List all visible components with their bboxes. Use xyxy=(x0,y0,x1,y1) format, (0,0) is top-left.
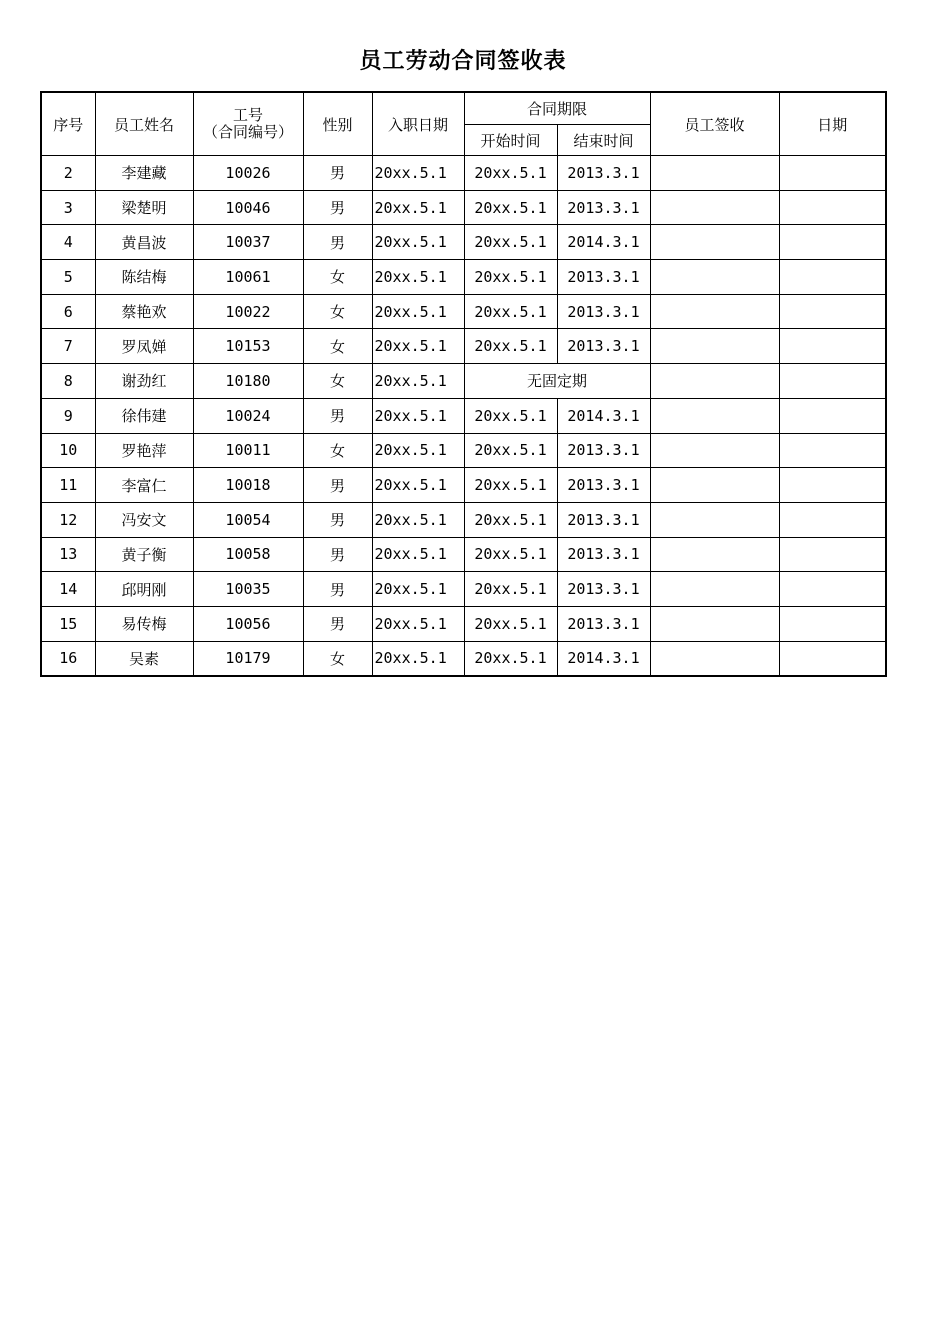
cell-start-time: 20xx.5.1 xyxy=(464,225,557,260)
cell-employee-id: 10054 xyxy=(193,502,303,537)
cell-gender: 男 xyxy=(303,468,372,503)
cell-sign-date[interactable] xyxy=(779,329,886,364)
header-date: 日期 xyxy=(779,92,886,156)
header-seq: 序号 xyxy=(41,92,95,156)
cell-name: 黄昌波 xyxy=(95,225,193,260)
cell-hire-date: 20xx.5.1 xyxy=(372,572,464,607)
cell-signature[interactable] xyxy=(650,294,779,329)
cell-employee-id: 10026 xyxy=(193,156,303,191)
contract-receipt-table xyxy=(40,91,887,677)
cell-signature[interactable] xyxy=(650,433,779,468)
cell-end-time: 2013.3.1 xyxy=(557,468,650,503)
cell-seq: 8 xyxy=(41,364,95,399)
cell-name: 黄子衡 xyxy=(95,537,193,572)
table-row xyxy=(41,537,886,572)
cell-seq: 16 xyxy=(41,641,95,676)
cell-start-time: 20xx.5.1 xyxy=(464,572,557,607)
header-employee-id xyxy=(193,92,303,156)
cell-name: 徐伟建 xyxy=(95,398,193,433)
header-signature: 员工签收 xyxy=(650,92,779,156)
header-hire-date: 入职日期 xyxy=(372,92,464,156)
cell-employee-id: 10037 xyxy=(193,225,303,260)
cell-seq: 2 xyxy=(41,156,95,191)
cell-sign-date[interactable] xyxy=(779,294,886,329)
cell-start-time: 20xx.5.1 xyxy=(464,190,557,225)
cell-start-time: 20xx.5.1 xyxy=(464,537,557,572)
cell-hire-date: 20xx.5.1 xyxy=(372,364,464,399)
page-title: 员工劳动合同签收表 xyxy=(359,49,567,74)
cell-hire-date: 20xx.5.1 xyxy=(372,329,464,364)
cell-end-time: 2014.3.1 xyxy=(557,398,650,433)
table-row xyxy=(41,398,886,433)
cell-gender: 女 xyxy=(303,433,372,468)
cell-signature[interactable] xyxy=(650,641,779,676)
cell-start-time: 20xx.5.1 xyxy=(464,433,557,468)
cell-name: 陈结梅 xyxy=(95,260,193,295)
cell-gender: 女 xyxy=(303,364,372,399)
cell-gender: 男 xyxy=(303,190,372,225)
cell-hire-date: 20xx.5.1 xyxy=(372,606,464,641)
cell-name: 李富仁 xyxy=(95,468,193,503)
cell-hire-date: 20xx.5.1 xyxy=(372,502,464,537)
cell-employee-id: 10179 xyxy=(193,641,303,676)
header-gender: 性别 xyxy=(303,92,372,156)
cell-gender: 男 xyxy=(303,398,372,433)
cell-signature[interactable] xyxy=(650,537,779,572)
cell-hire-date: 20xx.5.1 xyxy=(372,156,464,191)
table-row xyxy=(41,433,886,468)
cell-contract-period: 无固定期 xyxy=(464,364,650,399)
cell-sign-date[interactable] xyxy=(779,190,886,225)
cell-name: 邱明刚 xyxy=(95,572,193,607)
cell-end-time: 2013.3.1 xyxy=(557,537,650,572)
cell-start-time: 20xx.5.1 xyxy=(464,606,557,641)
cell-seq: 7 xyxy=(41,329,95,364)
cell-employee-id: 10011 xyxy=(193,433,303,468)
cell-sign-date[interactable] xyxy=(779,225,886,260)
cell-name: 罗艳萍 xyxy=(95,433,193,468)
cell-seq: 6 xyxy=(41,294,95,329)
cell-hire-date: 20xx.5.1 xyxy=(372,225,464,260)
table-row xyxy=(41,260,886,295)
cell-seq: 13 xyxy=(41,537,95,572)
cell-end-time: 2013.3.1 xyxy=(557,606,650,641)
cell-hire-date: 20xx.5.1 xyxy=(372,190,464,225)
table-row xyxy=(41,468,886,503)
cell-signature[interactable] xyxy=(650,329,779,364)
table-row xyxy=(41,606,886,641)
header-id-line2: （合同编号） xyxy=(202,123,293,141)
cell-name: 李建藏 xyxy=(95,156,193,191)
cell-employee-id: 10018 xyxy=(193,468,303,503)
cell-signature[interactable] xyxy=(650,572,779,607)
cell-name: 蔡艳欢 xyxy=(95,294,193,329)
cell-start-time: 20xx.5.1 xyxy=(464,260,557,295)
cell-name: 吴素 xyxy=(95,641,193,676)
cell-hire-date: 20xx.5.1 xyxy=(372,398,464,433)
cell-employee-id: 10024 xyxy=(193,398,303,433)
cell-hire-date: 20xx.5.1 xyxy=(372,294,464,329)
cell-start-time: 20xx.5.1 xyxy=(464,398,557,433)
cell-employee-id: 10035 xyxy=(193,572,303,607)
cell-employee-id: 10180 xyxy=(193,364,303,399)
header-name: 员工姓名 xyxy=(95,92,193,156)
cell-start-time: 20xx.5.1 xyxy=(464,641,557,676)
cell-seq: 4 xyxy=(41,225,95,260)
cell-hire-date: 20xx.5.1 xyxy=(372,468,464,503)
table-row xyxy=(41,364,886,399)
cell-name: 梁楚明 xyxy=(95,190,193,225)
table-row xyxy=(41,329,886,364)
header-start-time: 开始时间 xyxy=(464,125,557,156)
cell-employee-id: 10061 xyxy=(193,260,303,295)
cell-gender: 男 xyxy=(303,572,372,607)
cell-sign-date[interactable] xyxy=(779,537,886,572)
cell-signature[interactable] xyxy=(650,398,779,433)
cell-seq: 12 xyxy=(41,502,95,537)
table-row xyxy=(41,190,886,225)
cell-seq: 9 xyxy=(41,398,95,433)
header-contract-period: 合同期限 xyxy=(464,92,650,125)
cell-sign-date[interactable] xyxy=(779,260,886,295)
cell-end-time: 2013.3.1 xyxy=(557,502,650,537)
cell-hire-date: 20xx.5.1 xyxy=(372,641,464,676)
cell-sign-date[interactable] xyxy=(779,364,886,399)
cell-sign-date[interactable] xyxy=(779,641,886,676)
cell-end-time: 2013.3.1 xyxy=(557,260,650,295)
cell-seq: 14 xyxy=(41,572,95,607)
cell-end-time: 2014.3.1 xyxy=(557,641,650,676)
cell-hire-date: 20xx.5.1 xyxy=(372,433,464,468)
cell-sign-date[interactable] xyxy=(779,398,886,433)
cell-end-time: 2013.3.1 xyxy=(557,572,650,607)
cell-seq: 10 xyxy=(41,433,95,468)
cell-sign-date[interactable] xyxy=(779,502,886,537)
cell-signature[interactable] xyxy=(650,502,779,537)
cell-signature[interactable] xyxy=(650,468,779,503)
cell-end-time: 2014.3.1 xyxy=(557,225,650,260)
cell-start-time: 20xx.5.1 xyxy=(464,502,557,537)
cell-end-time: 2013.3.1 xyxy=(557,329,650,364)
cell-seq: 5 xyxy=(41,260,95,295)
cell-signature[interactable] xyxy=(650,260,779,295)
cell-employee-id: 10046 xyxy=(193,190,303,225)
cell-start-time: 20xx.5.1 xyxy=(464,329,557,364)
cell-gender: 女 xyxy=(303,329,372,364)
table-row xyxy=(41,225,886,260)
cell-hire-date: 20xx.5.1 xyxy=(372,537,464,572)
cell-name: 谢劲红 xyxy=(95,364,193,399)
cell-end-time: 2013.3.1 xyxy=(557,433,650,468)
header-end-time: 结束时间 xyxy=(557,125,650,156)
cell-employee-id: 10153 xyxy=(193,329,303,364)
cell-sign-date[interactable] xyxy=(779,156,886,191)
cell-signature[interactable] xyxy=(650,225,779,260)
cell-end-time: 2013.3.1 xyxy=(557,294,650,329)
cell-gender: 男 xyxy=(303,156,372,191)
cell-sign-date[interactable] xyxy=(779,468,886,503)
cell-signature[interactable] xyxy=(650,190,779,225)
cell-end-time: 2013.3.1 xyxy=(557,190,650,225)
cell-signature[interactable] xyxy=(650,156,779,191)
table-row xyxy=(41,502,886,537)
table-row xyxy=(41,156,886,191)
cell-start-time: 20xx.5.1 xyxy=(464,156,557,191)
cell-gender: 男 xyxy=(303,225,372,260)
cell-end-time: 2013.3.1 xyxy=(557,156,650,191)
cell-gender: 女 xyxy=(303,641,372,676)
cell-employee-id: 10022 xyxy=(193,294,303,329)
cell-start-time: 20xx.5.1 xyxy=(464,294,557,329)
cell-employee-id: 10056 xyxy=(193,606,303,641)
cell-signature[interactable] xyxy=(650,364,779,399)
cell-gender: 男 xyxy=(303,537,372,572)
cell-sign-date[interactable] xyxy=(779,606,886,641)
cell-hire-date: 20xx.5.1 xyxy=(372,260,464,295)
cell-start-time: 20xx.5.1 xyxy=(464,468,557,503)
cell-signature[interactable] xyxy=(650,606,779,641)
table-row xyxy=(41,294,886,329)
cell-name: 冯安文 xyxy=(95,502,193,537)
cell-seq: 15 xyxy=(41,606,95,641)
cell-name: 罗凤婵 xyxy=(95,329,193,364)
cell-gender: 男 xyxy=(303,502,372,537)
header-id-line1: 工号 xyxy=(232,106,263,124)
table-row xyxy=(41,641,886,676)
cell-gender: 女 xyxy=(303,294,372,329)
cell-sign-date[interactable] xyxy=(779,433,886,468)
cell-name: 易传梅 xyxy=(95,606,193,641)
cell-gender: 男 xyxy=(303,606,372,641)
cell-gender: 女 xyxy=(303,260,372,295)
cell-employee-id: 10058 xyxy=(193,537,303,572)
table-row xyxy=(41,572,886,607)
cell-sign-date[interactable] xyxy=(779,572,886,607)
table-body xyxy=(41,156,886,677)
cell-seq: 11 xyxy=(41,468,95,503)
cell-seq: 3 xyxy=(41,190,95,225)
